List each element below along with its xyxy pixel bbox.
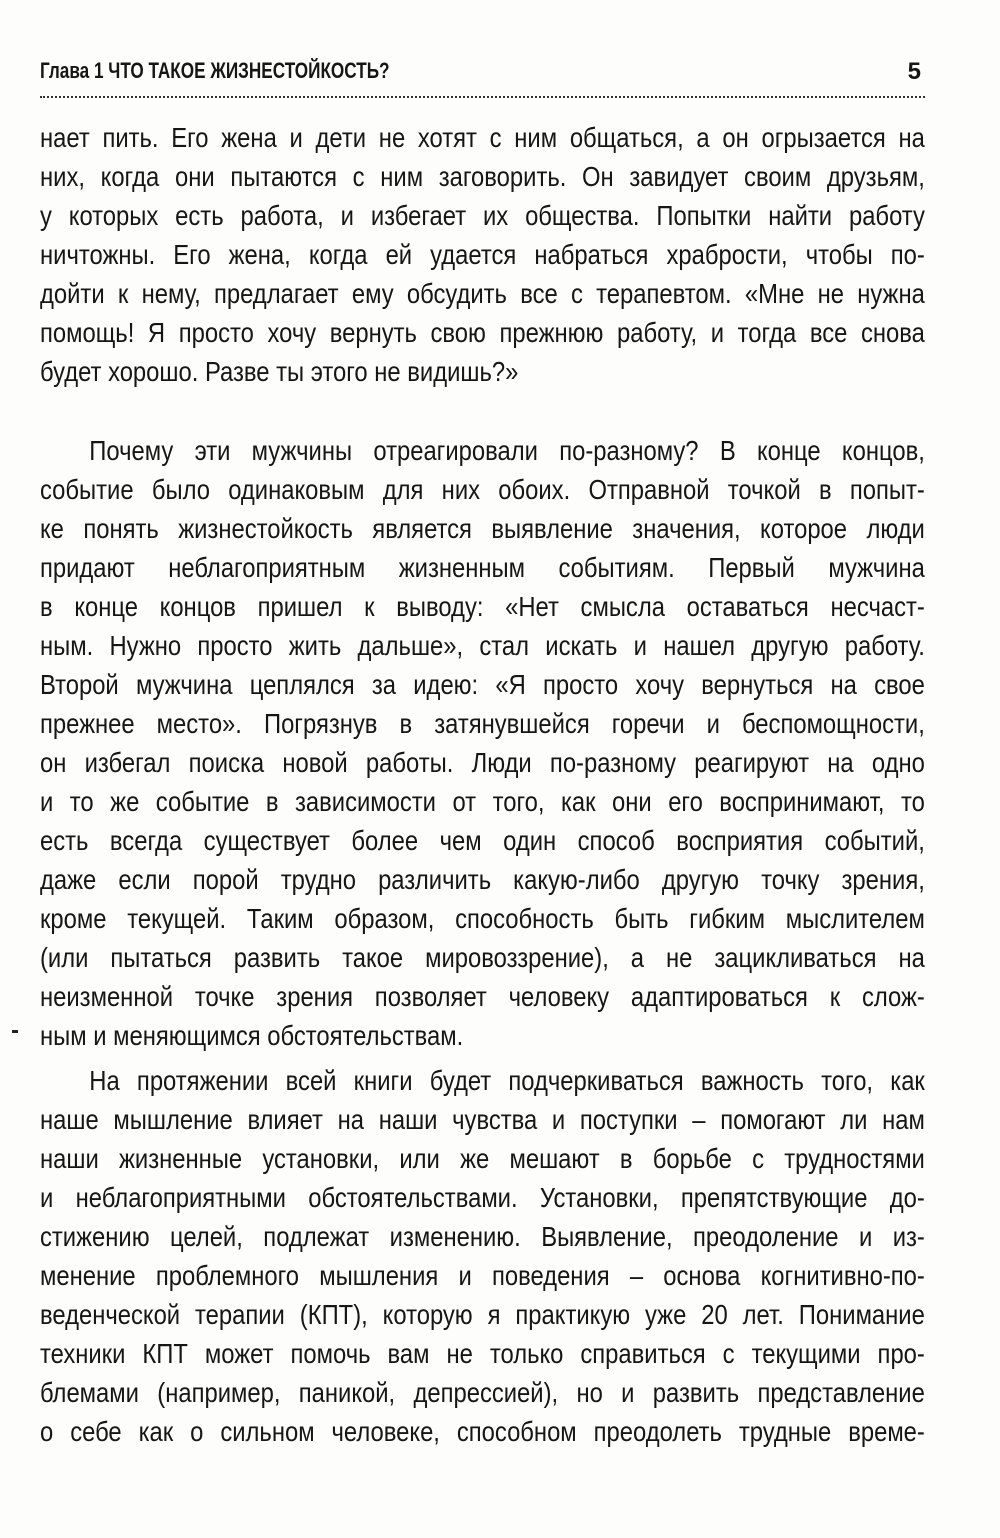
text-line: ным. Нужно просто жить дальше», стал искать и нашел другую работу. [40,630,925,661]
text-line: в конце концов пришел к выводу: «Нет смысла оставаться несчаст- [40,591,925,622]
text-line: На протяжении всей книги будет подчеркиваться важность того, как [89,1065,925,1096]
page-number: 5 [907,58,921,85]
text-line: событие было одинаковым для них обоих. Отправной точкой в попыт- [40,474,925,505]
text-line: даже если порой трудно различить какую-либо другую точку зрения, [40,864,925,895]
text-line: он избегал поиска новой работы. Люди по-разному реагируют на одно [40,747,925,778]
running-head [40,58,925,92]
text-line: них, когда они пытаются с ним заговорить. Он завидует своим друзьям, [40,161,925,192]
text-line: есть всегда существует более чем один способ восприятия событий, [40,825,925,856]
text-line: стижению целей, подлежат изменению. Выявление, преодоление и из- [40,1221,925,1252]
text-line: Второй мужчина цеплялся за идею: «Я просто хочу вернуться на свое [40,669,925,700]
paragraph-1 [40,118,925,391]
text-line: неизменной точке зрения позволяет человеку адаптироваться к слож- [40,981,925,1012]
text-line: у которых есть работа, и избегает их общества. Попытки найти работу [40,200,925,231]
text-line: (или пытаться развить такое мировоззрение), а не зацикливаться на [40,942,925,973]
text-line: и неблагоприятными обстоятельствами. Установки, препятствующие до- [40,1182,925,1213]
text-line: веденческой терапии (КПТ), которую я практикую уже 20 лет. Понимание [40,1299,925,1330]
paragraph-3 [40,1061,925,1451]
text-line: дойти к нему, предлагает ему обсудить все с терапевтом. «Мне не нужна [40,278,925,309]
text-line: ке понять жизнестойкость является выявление значения, которое люди [40,513,925,544]
text-line: будет хорошо. Разве ты этого не видишь?» [40,356,519,387]
text-line: ным и меняющимся обстоятельствам. [40,1020,464,1051]
text-line: техники КПТ может помочь вам не только справиться с текущими про- [40,1338,925,1369]
header-divider [40,96,925,98]
text-line: кроме текущей. Таким образом, способность быть гибким мыслителем [40,903,925,934]
chapter-title: Глава 1 ЧТО ТАКОЕ ЖИЗНЕСТОЙКОСТЬ? [40,58,390,83]
paragraph-gap [40,391,925,431]
body-text [40,118,925,1451]
text-line: наше мышление влияет на наши чувства и поступки – помогают ли нам [40,1104,925,1135]
text-line: о себе как о сильном человеке, способном преодолеть трудные време- [40,1416,925,1447]
text-line: и то же событие в зависимости от того, как они его воспринимают, то [40,786,925,817]
text-line: нает пить. Его жена и дети не хотят с ним общаться, а он огрызается на [40,122,925,153]
text-line: наши жизненные установки, или же мешают в борьбе с трудностями [40,1143,925,1174]
text-line: менение проблемного мышления и поведения – основа когнитивно-по- [40,1260,925,1291]
text-line: помощь! Я просто хочу вернуть свою прежнюю работу, и тогда все снова [40,317,925,348]
text-line: прежнее место». Погрязнув в затянувшейся горечи и беспомощности, [40,708,925,739]
text-line: придают неблагоприятным жизненным событиям. Первый мужчина [40,552,925,583]
paragraph-2 [40,431,925,1055]
text-line: блемами (например, паникой, депрессией), но и развить представление [40,1377,925,1408]
text-line: Почему эти мужчины отреагировали по-разному? В конце концов, [89,435,925,466]
text-line: ничтожны. Его жена, когда ей удается набраться храбрости, чтобы по- [40,239,925,270]
margin-mark [12,1030,18,1033]
